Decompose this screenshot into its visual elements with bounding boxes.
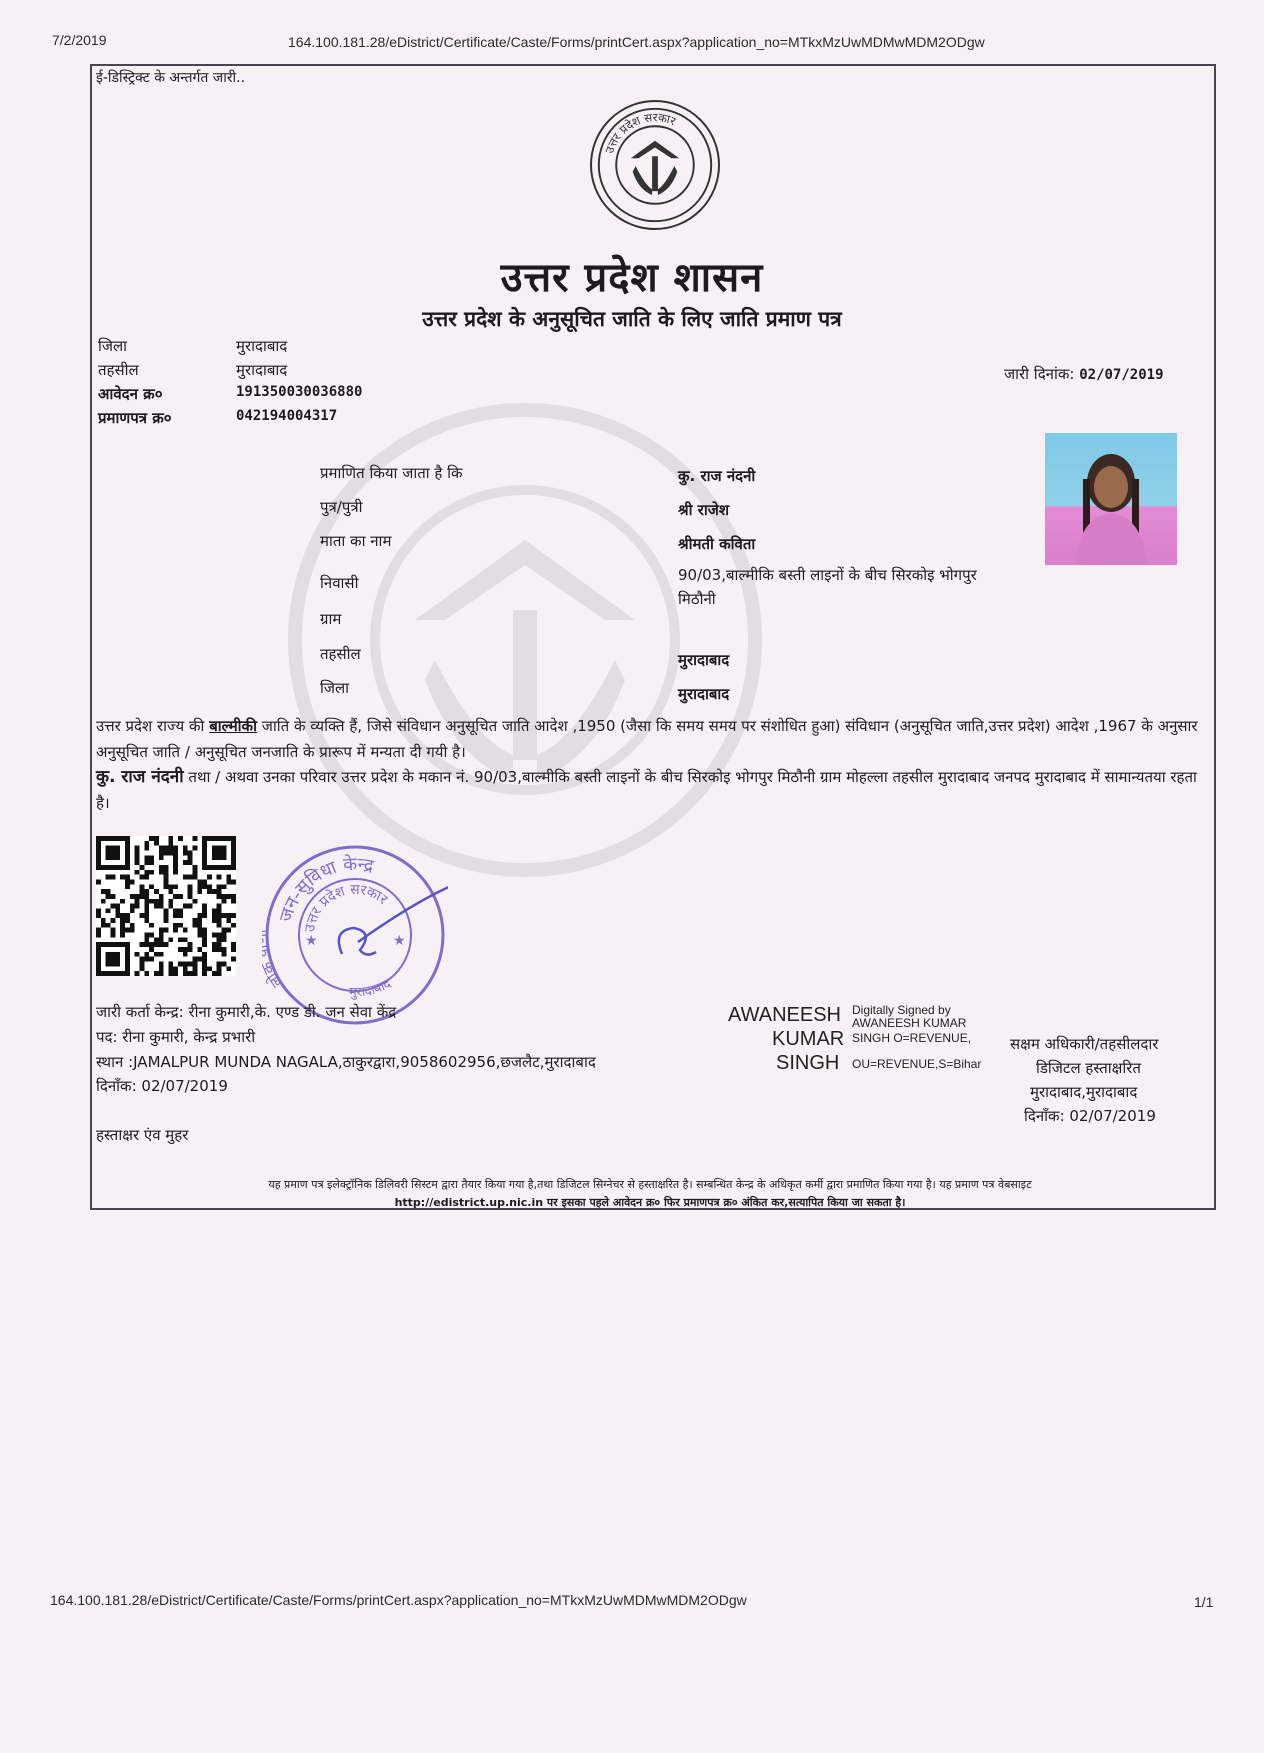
page-subtitle: उत्तर प्रदेश के अनुसूचित जाति के लिए जाति प्रमाण पत्र: [422, 306, 842, 331]
detail-label-resident: निवासी: [320, 574, 359, 592]
authority-title: सक्षम अधिकारी/तहसीलदार: [1010, 1035, 1159, 1053]
dsig-name-line-2: KUMAR: [772, 1028, 845, 1050]
stamp-icon: [262, 842, 448, 1028]
detail-value-mother: श्रीमती कविता: [678, 535, 756, 553]
print-footer-page: 1/1: [1194, 1594, 1214, 1610]
detail-value-tehsil: मुरादाबाद: [678, 651, 730, 669]
caste-name: बाल्मीकी: [209, 717, 257, 735]
meta-label-tehsil: तहसील: [98, 361, 139, 379]
authority-digital: डिजिटल हस्ताक्षरित: [1036, 1059, 1141, 1077]
residence-person-name: कु. राज नंदनी: [96, 767, 184, 787]
svg-text:★: ★: [393, 933, 406, 949]
meta-value-tehsil: मुरादाबाद: [236, 361, 288, 379]
dsig-small-line-4: OU=REVENUE,S=Bihar: [852, 1057, 982, 1071]
verification-note: [120, 1176, 1180, 1212]
issuer-date: दिनाँक: 02/07/2019: [96, 1077, 228, 1095]
stamp-outer-text: जन-सुविधा केन्द्र: [275, 853, 376, 925]
print-url: 164.100.181.28/eDistrict/Certificate/Caste/Forms/printCert.aspx?application_no=MTkxMzUwMDMwMDM2ODgw: [288, 34, 985, 50]
emblem-seal-text: उत्तर प्रदेश सरकार: [602, 110, 678, 156]
detail-value-district: मुरादाबाद: [678, 685, 730, 703]
centre-stamp: [262, 842, 448, 1028]
issued-under-text: ई-डिस्ट्रिक्ट के अन्तर्गत जारी..: [96, 70, 246, 86]
applicant-photo: [1045, 433, 1177, 565]
digital-signature: [726, 1000, 1006, 1080]
dsig-small-line-2: AWANEESH KUMAR: [852, 1016, 967, 1030]
authority-place: मुरादाबाद,मुरादाबाद: [1030, 1083, 1138, 1101]
detail-value-address: 90/03,बाल्मीकि बस्ती लाइनों के बीच सिरकोइ भोगपुर मिठौनी: [678, 566, 977, 608]
up-government-emblem: [590, 100, 720, 230]
page-title: उत्तर प्रदेश शासन: [500, 254, 764, 301]
residence-text: तथा / अथवा उनका परिवार उत्तर प्रदेश के मकान नं. 90/03,बाल्मीकि बस्ती लाइनों के बीच सिरकोइ भोगपुर मिठौनी ग्राम मोहल्ला तहसील मुरादाबाद जनपद मुरादाबाद में सामान्यतया रहता है।: [96, 768, 1197, 812]
svg-text:उत्तर प्रदेश सरकार: [302, 882, 391, 933]
meta-value-application: 191350030036880: [236, 384, 363, 400]
svg-text:उत्तर प्रदेश सरकार: [602, 110, 678, 155]
qr-code: [96, 836, 236, 976]
meta-value-certificate: 042194004317: [236, 408, 338, 424]
verification-note-line-2: http://edistrict.up.nic.in पर इसका पहले आवेदन क्र० फिर प्रमाणपत्र क्र० अंकित कर,सत्यापित किया जा सकता है।: [394, 1196, 906, 1209]
dsig-small-line-3: SINGH O=REVENUE,: [852, 1031, 972, 1045]
issue-date-block: [1004, 364, 1164, 384]
issuer-centre: जारी कर्ता केन्द्र: रीना कुमारी,के. एण्ड डी. जन सेवा केंद्र: [96, 1003, 397, 1021]
caste-statement-pre: उत्तर प्रदेश राज्य की: [96, 717, 210, 735]
issuer-sign-label: हस्ताक्षर एंव मुहर: [96, 1126, 189, 1144]
meta-value-district: मुरादाबाद: [236, 337, 288, 355]
detail-label-district: जिला: [320, 679, 350, 697]
meta-label-district: जिला: [98, 337, 128, 355]
meta-label-certificate: प्रमाणपत्र क्र०: [98, 409, 172, 427]
authority-date: दिनाँक: 02/07/2019: [1024, 1107, 1156, 1125]
detail-label-village: ग्राम: [320, 610, 342, 628]
emblem-icon: [592, 102, 718, 228]
issue-date-value: 02/07/2019: [1079, 367, 1164, 383]
verification-note-line-1: यह प्रमाण पत्र इलेक्ट्रॉनिक डिलिवरी सिस्टम द्वारा तैयार किया गया है,तथा डिजिटल सिग्नेचर से हस्ताक्षरित है। सम्बन्धित केन्द्र के अधिकृत कर्मी द्वारा प्रमाणित किया गया है। यह प्रमाण पत्र वेबसाइट: [268, 1178, 1032, 1191]
detail-label-child-of: पुत्र/पुत्री: [320, 498, 363, 516]
svg-text:लोक वाणी: [262, 928, 286, 991]
stamp-bottom-text: मुरादाबाद: [348, 976, 394, 1001]
print-footer-url: 164.100.181.28/eDistrict/Certificate/Caste/Forms/printCert.aspx?application_no=MTkxMzUwMDMwMDM2ODgw: [50, 1592, 747, 1608]
issuer-place: स्थान :JAMALPUR MUNDA NAGALA,ठाकुरद्वारा,9058602956,छजलैट,मुरादाबाद: [96, 1053, 596, 1071]
svg-text:मुरादाबाद: [349, 976, 395, 1001]
svg-text:★: ★: [305, 933, 318, 949]
caste-statement: [96, 713, 1212, 765]
dsig-small-line-1: Digitally Signed by: [852, 1003, 951, 1017]
caste-statement-post: जाति के व्यक्ति हैं, जिसे संविधान अनुसूचित जाति आदेश ,1950 (जैसा कि समय समय पर संशोधित हुआ) संविधान (अनुसूचित जाति,उत्तर प्रदेश) आदेश ,1967 के अनुसार अनुसूचित जाति / अनुसूचित जनजाति के प्रारूप में मन्यता दी गयी है।: [96, 717, 1198, 761]
stamp-inner-text: उत्तर प्रदेश सरकार: [302, 881, 391, 934]
detail-value-father: श्री राजेश: [678, 501, 730, 519]
qr-code-icon: [96, 836, 236, 976]
issue-date-label: जारी दिनांक:: [1004, 365, 1075, 383]
person-photo-icon: [1045, 433, 1177, 565]
detail-value-name: कु. राज नंदनी: [678, 467, 756, 485]
print-date: 7/2/2019: [52, 32, 107, 48]
detail-label-mother: माता का नाम: [320, 532, 392, 550]
meta-label-application: आवेदन क्र०: [98, 385, 163, 403]
stamp-left-text: लो: [263, 969, 287, 991]
residence-statement: [96, 764, 1212, 816]
dsig-name-line-1: AWANEESH: [728, 1004, 841, 1026]
issuer-post: पद: रीना कुमारी, केन्द्र प्रभारी: [96, 1028, 256, 1046]
detail-label-tehsil: तहसील: [320, 645, 361, 663]
detail-label-certified: प्रमाणित किया जाता है कि: [320, 464, 463, 482]
dsig-name-line-3: SINGH: [776, 1052, 840, 1074]
